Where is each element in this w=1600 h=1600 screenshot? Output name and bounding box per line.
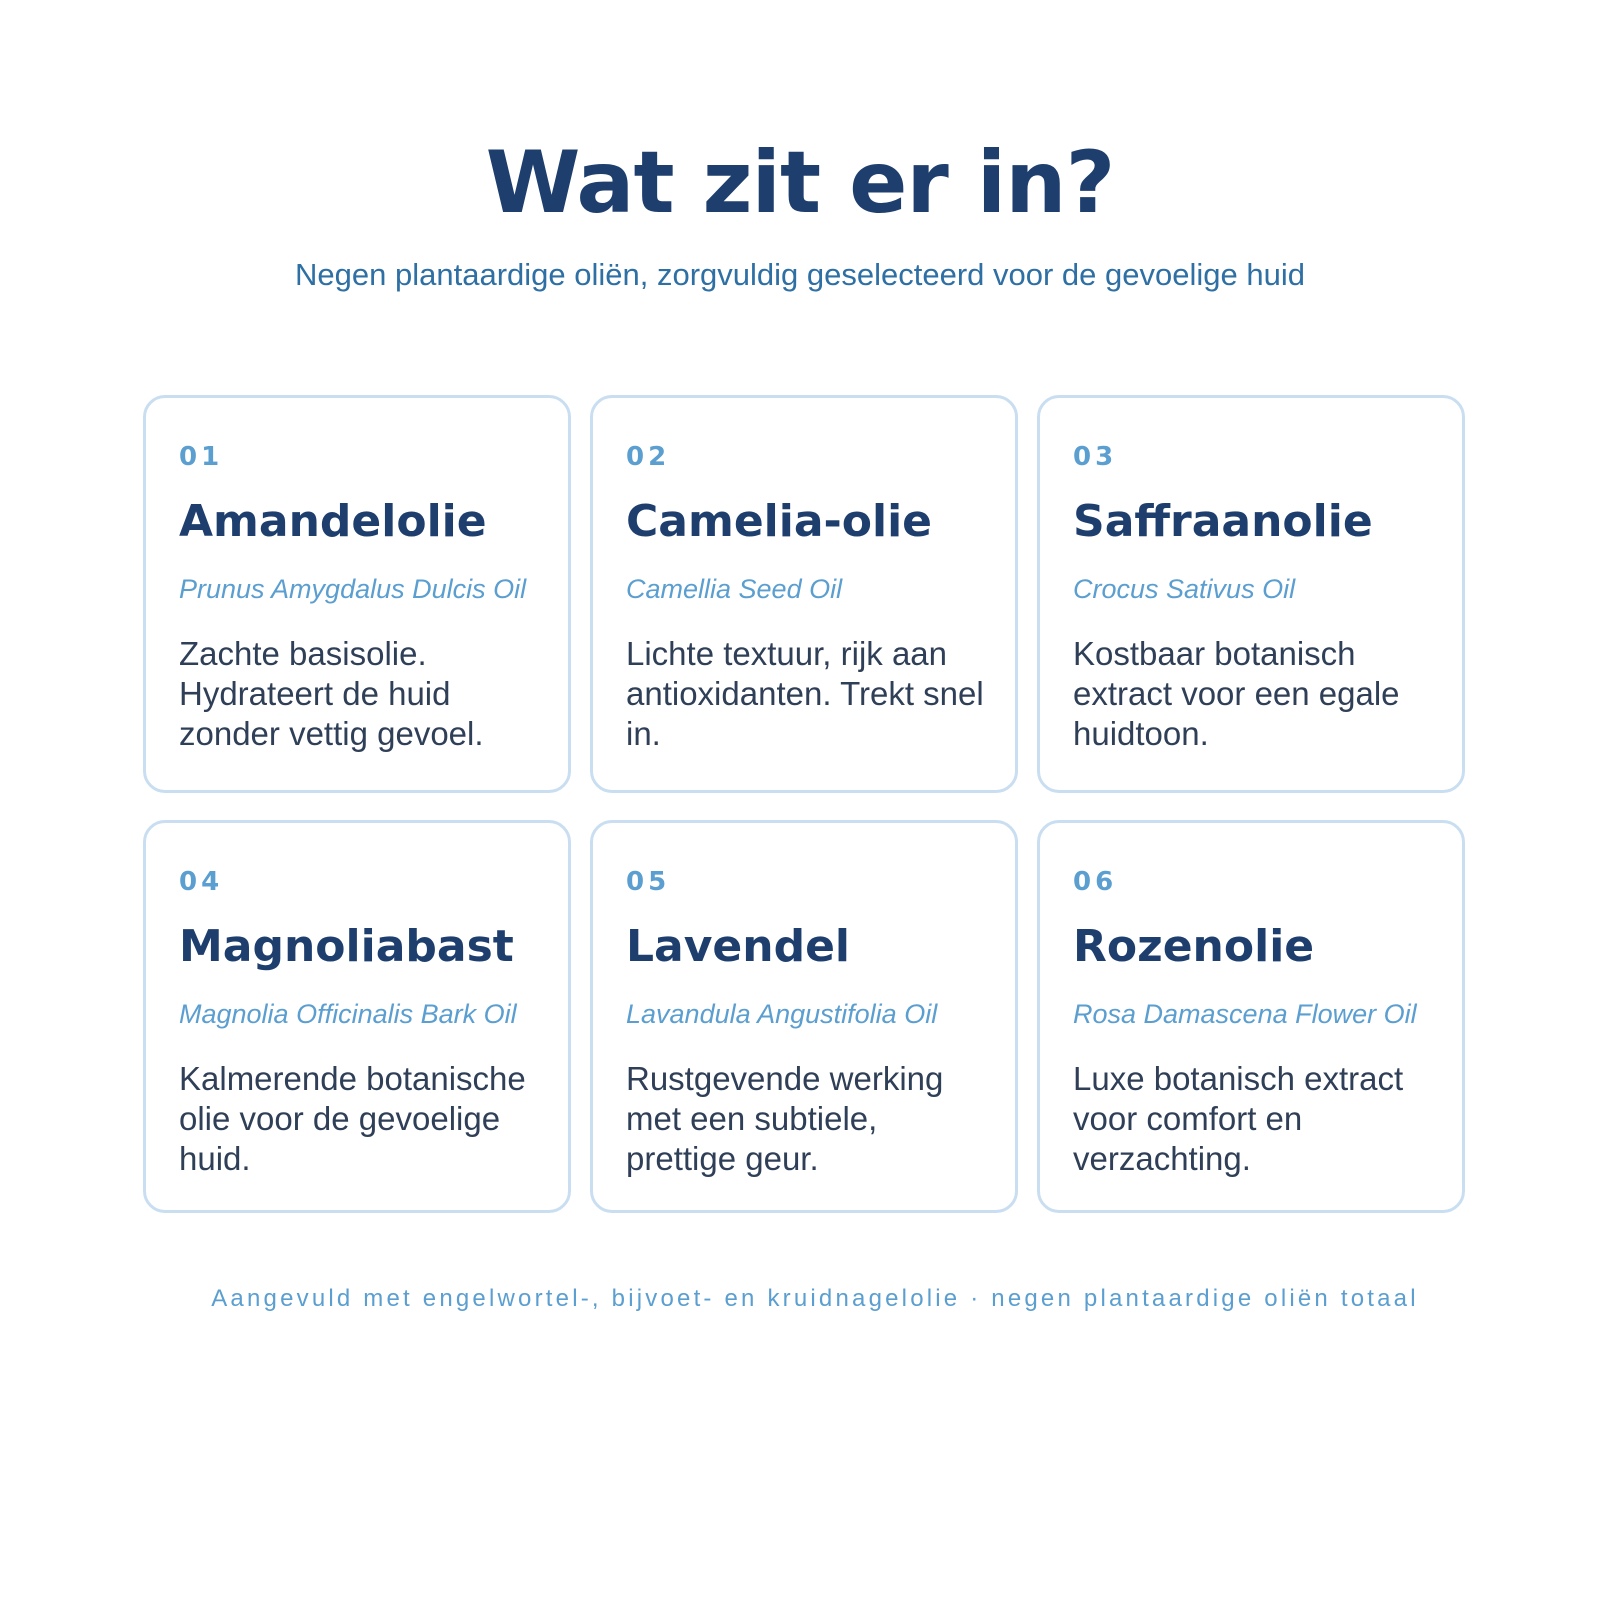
card-description: Kalmerende botanische olie voor de gevoelige huid. — [179, 1060, 526, 1177]
card-description: Lichte textuur, rijk aan antioxidanten. Trekt snel in. — [626, 635, 984, 752]
ingredient-card-saffraanolie — [1037, 395, 1465, 793]
ingredient-card-rozenolie — [1037, 820, 1465, 1213]
card-description: Kostbaar botanisch extract voor een egale huidtoon. — [1073, 635, 1400, 752]
card-name: Lavendel — [626, 921, 850, 972]
card-number: 04 — [179, 867, 224, 897]
card-name: Rozenolie — [1073, 921, 1315, 972]
card-number: 01 — [179, 442, 224, 472]
card-latin-name: Lavandula Angustifolia Oil — [626, 999, 938, 1029]
card-description: Rustgevende werking met een subtiele, prettige geur. — [626, 1060, 944, 1177]
ingredient-card-camelia-olie — [590, 395, 1018, 793]
page-subtitle: Negen plantaardige oliën, zorgvuldig geselecteerd voor de gevoelige huid — [295, 257, 1305, 292]
card-name: Magnoliabast — [179, 921, 514, 972]
ingredient-card-lavendel — [590, 820, 1018, 1213]
card-name: Camelia-olie — [626, 496, 933, 547]
ingredient-grid — [143, 395, 1465, 1213]
card-latin-name: Crocus Sativus Oil — [1073, 574, 1296, 604]
ingredient-card-amandelolie — [143, 395, 571, 793]
card-name: Saffraanolie — [1073, 496, 1373, 547]
card-description: Luxe botanisch extract voor comfort en verzachting. — [1073, 1060, 1404, 1177]
card-number: 05 — [626, 867, 671, 897]
card-number: 02 — [626, 442, 671, 472]
card-latin-name: Prunus Amygdalus Dulcis Oil — [179, 574, 527, 604]
card-description: Zachte basisolie. Hydrateert de huid zonder vettig gevoel. — [179, 635, 484, 752]
card-number: 06 — [1073, 867, 1118, 897]
footnote: Aangevuld met engelwortel-, bijvoet- en kruidnagelolie · negen plantaardige oliën totaal — [211, 1285, 1419, 1312]
page-title: Wat zit er in? — [485, 133, 1115, 233]
card-latin-name: Rosa Damascena Flower Oil — [1073, 999, 1417, 1029]
ingredient-card-magnoliabast — [143, 820, 571, 1213]
card-latin-name: Magnolia Officinalis Bark Oil — [179, 999, 517, 1029]
card-number: 03 — [1073, 442, 1118, 472]
card-latin-name: Camellia Seed Oil — [626, 574, 843, 604]
card-name: Amandelolie — [179, 496, 487, 547]
